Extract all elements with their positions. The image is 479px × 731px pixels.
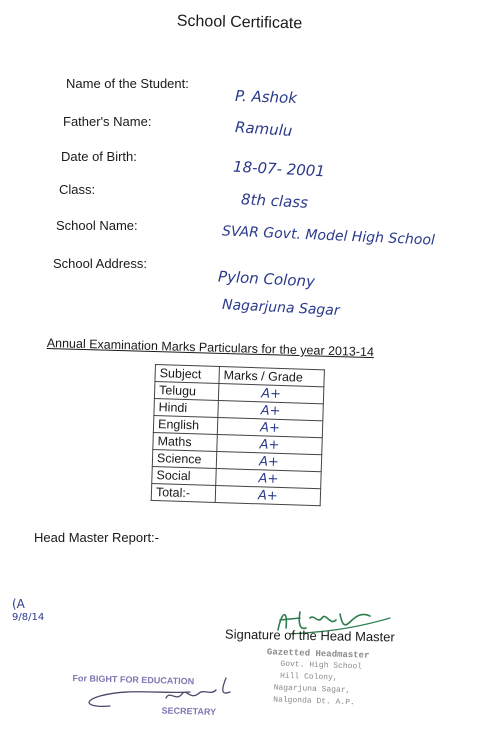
stamp-line: Nagarjuna Sagar, — [273, 683, 351, 696]
subject-cell: Science — [152, 449, 217, 468]
grade-cell: A+ — [216, 468, 321, 488]
field-value-student-name: P. Ashok — [234, 86, 298, 108]
grade-cell: A+ — [217, 418, 322, 438]
field-label-school-name: School Name: — [56, 218, 138, 233]
marks-table-container — [151, 364, 325, 506]
subject-cell: Hindi — [154, 398, 219, 417]
subject-cell: Maths — [153, 432, 218, 451]
grade-cell: A+ — [217, 434, 322, 454]
grade-cell: A+ — [215, 485, 320, 505]
marks-heading: Annual Examination Marks Particulars for the year 2013-14 — [46, 336, 375, 360]
field-value-address-line2: Nagarjuna Sagar — [221, 296, 340, 320]
field-value-class: 8th class — [240, 190, 309, 212]
field-label-school-address: School Address: — [53, 256, 147, 271]
field-label-father-name: Father's Name: — [63, 114, 152, 129]
corner-note — [12, 598, 44, 624]
table-header-marks: Marks / Grade — [219, 367, 324, 387]
headmaster-stamp — [265, 646, 370, 710]
field-value-dob: 18-07- 2001 — [232, 157, 326, 181]
grade-cell: A+ — [216, 451, 321, 471]
stamp-line: Hill Colony, — [279, 671, 338, 683]
grade-cell: A+ — [218, 384, 323, 404]
stamp-org-title: SECRETARY — [161, 705, 217, 717]
field-value-address-line1: Pylon Colony — [217, 267, 316, 291]
marks-table — [151, 364, 325, 506]
field-value-father-name: Ramulu — [234, 118, 293, 140]
stamp-line: Nalgonda Dt. A.P. — [273, 695, 355, 708]
signature-label: Signature of the Head Master — [224, 626, 395, 645]
field-label-student-name: Name of the Student: — [66, 76, 189, 91]
subject-cell: English — [153, 415, 218, 434]
field-value-school-name: SVAR Govt. Model High School — [221, 223, 436, 249]
field-label-dob: Date of Birth: — [61, 149, 137, 164]
stamp-org-name: For BIGHT FOR EDUCATION — [72, 673, 195, 687]
subject-cell: Total:- — [151, 483, 216, 502]
stamp-line: Govt. High School — [280, 659, 363, 672]
secretary-signature — [70, 672, 250, 714]
certificate-title: School Certificate — [176, 12, 303, 33]
subject-cell: Telugu — [154, 382, 219, 401]
corner-note-initials: (A — [12, 597, 25, 611]
corner-note-date: 9/8/14 — [12, 612, 45, 623]
stamp-line: Gazetted Headmaster — [266, 647, 370, 661]
table-header-subject: Subject — [155, 365, 220, 384]
grade-cell: A+ — [218, 401, 323, 421]
field-label-class: Class: — [59, 182, 96, 197]
head-master-report-label: Head Master Report:- — [34, 530, 159, 545]
subject-cell: Social — [152, 466, 217, 485]
